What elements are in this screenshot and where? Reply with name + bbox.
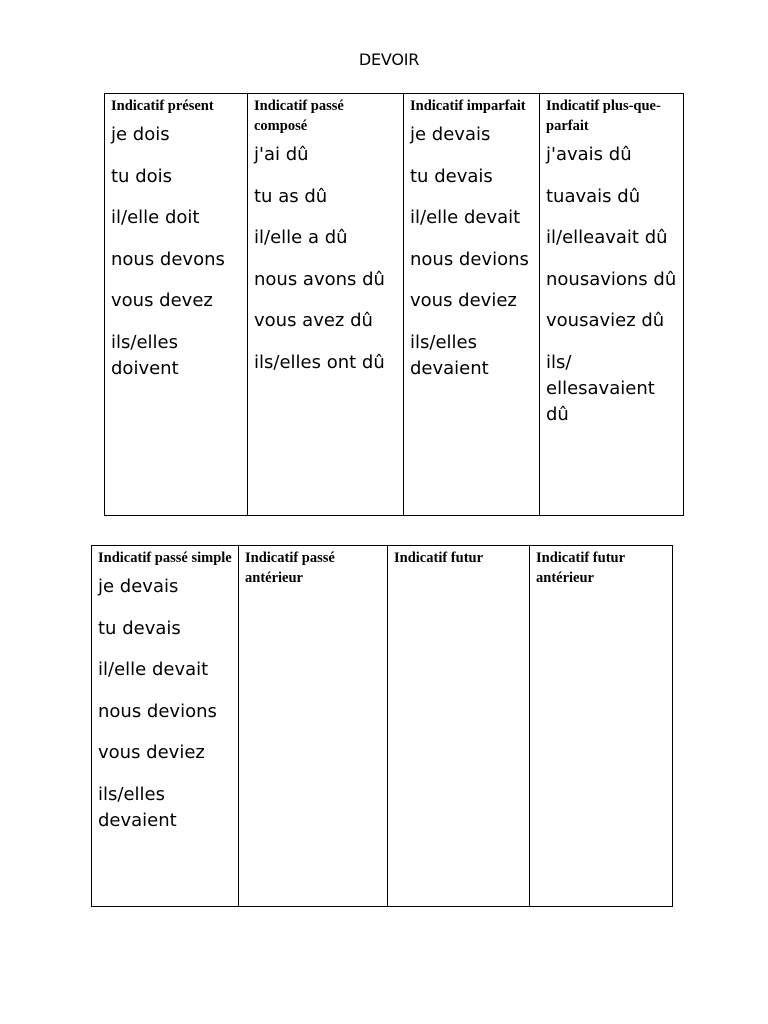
conjugation-form: ils/elles ont dû xyxy=(254,351,385,373)
conjugation-form: tu as dû xyxy=(254,185,328,207)
conjugation-form: tu devais xyxy=(98,617,181,639)
conjugation-form: je devais xyxy=(98,576,179,597)
conjugation-form: vous deviez xyxy=(410,290,517,311)
tense-column xyxy=(388,546,530,907)
conjugation-form: il/elle devait xyxy=(410,207,521,228)
conjugation-form: ils/elles devaient xyxy=(98,783,177,831)
tense-column xyxy=(248,94,404,516)
tense-column xyxy=(239,546,388,907)
conjugation-form: il/elleavait dû xyxy=(546,227,668,248)
tense-column xyxy=(105,94,248,516)
tense-heading: Indicatif passé simple xyxy=(98,550,232,566)
conjugation-form: j'ai dû xyxy=(254,144,309,165)
conjugation-form: nous devions xyxy=(410,248,529,270)
conjugation-form: il/elle doit xyxy=(111,207,200,228)
conjugation-list xyxy=(546,142,677,428)
tense-column xyxy=(540,94,684,516)
conjugation-form: vous devez xyxy=(111,290,213,311)
tense-heading: Indicatif futur xyxy=(394,550,484,566)
conjugation-list xyxy=(98,574,232,834)
document-title: DEVOIR xyxy=(358,50,420,69)
conjugation-form: vous avez dû xyxy=(254,310,373,331)
conjugation-form: je dois xyxy=(111,124,170,145)
tense-heading: Indicatif plus-que-parfait xyxy=(546,98,661,134)
conjugation-form: nousavions dû xyxy=(546,268,677,290)
conjugation-list xyxy=(111,122,241,382)
conjugation-table-2 xyxy=(91,545,673,907)
tense-heading: Indicatif imparfait xyxy=(410,98,526,114)
conjugation-table-1 xyxy=(104,93,684,516)
conjugation-form: j'avais dû xyxy=(546,144,632,165)
tense-heading: Indicatif futur antérieur xyxy=(536,550,625,586)
conjugation-form: vousaviez dû xyxy=(546,310,665,331)
conjugation-form: tu devais xyxy=(410,165,493,187)
conjugation-list xyxy=(410,122,533,382)
conjugation-form: tu dois xyxy=(111,165,173,187)
conjugation-form: il/elle a dû xyxy=(254,227,348,248)
tense-heading: Indicatif présent xyxy=(111,98,214,114)
conjugation-form: il/elle devait xyxy=(98,659,209,680)
tense-column xyxy=(404,94,540,516)
table-row xyxy=(105,94,684,516)
conjugation-list xyxy=(254,142,397,376)
tense-heading: Indicatif passé antérieur xyxy=(245,550,335,586)
conjugation-form: nous devions xyxy=(98,700,217,722)
tense-column xyxy=(530,546,673,907)
conjugation-form: je devais xyxy=(410,124,491,145)
conjugation-form: ils/ ellesavaient dû xyxy=(546,351,655,425)
conjugation-form: tuavais dû xyxy=(546,185,641,207)
tense-heading: Indicatif passé composé xyxy=(254,98,344,134)
conjugation-form: nous devons xyxy=(111,248,225,270)
conjugation-form: ils/elles devaient xyxy=(410,331,489,379)
conjugation-form: vous deviez xyxy=(98,742,205,763)
tense-column xyxy=(92,546,239,907)
conjugation-form: ils/elles doivent xyxy=(111,331,179,379)
conjugation-form: nous avons dû xyxy=(254,268,385,290)
table-row xyxy=(92,546,673,907)
